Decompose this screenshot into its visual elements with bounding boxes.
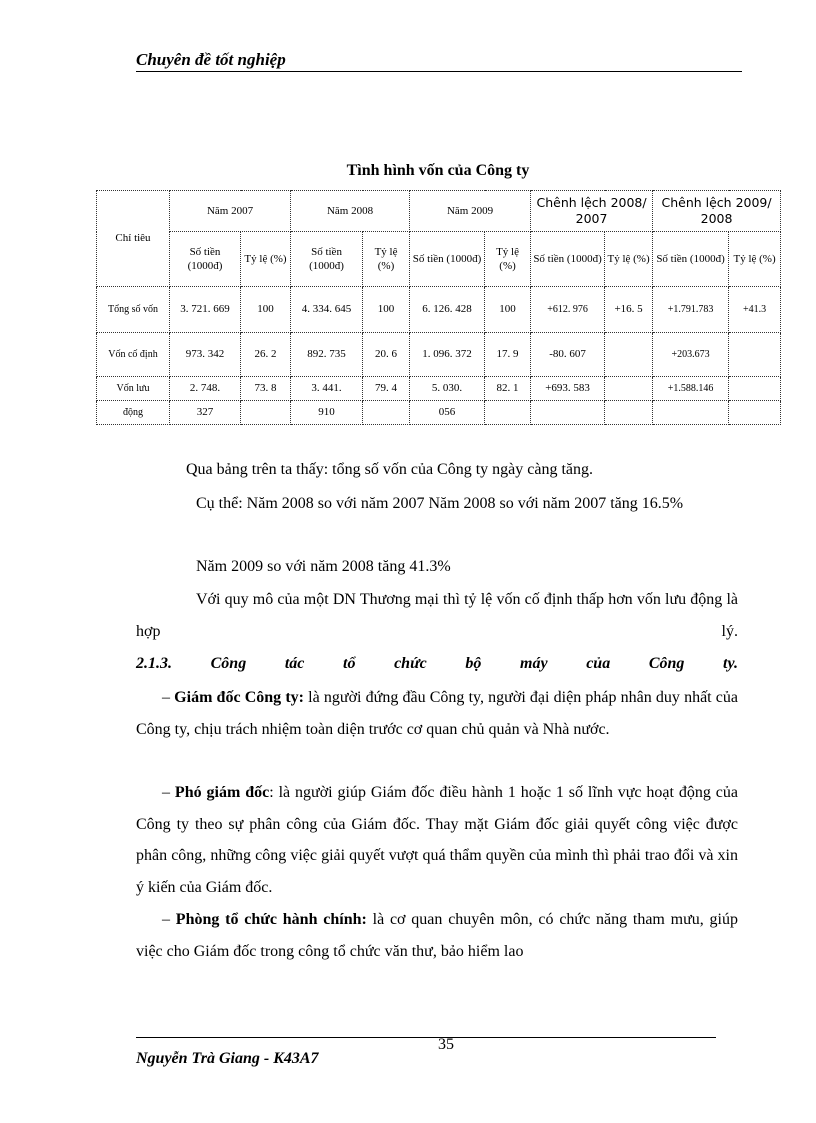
table-cell: 79. 4 <box>363 377 410 401</box>
table-cell: 100 <box>485 287 531 333</box>
subheader-ratio: Tỷ lệ (%) <box>605 232 653 287</box>
table-cell: 6. 126. 428 <box>410 287 485 333</box>
desc-deputy-director: : là người giúp Giám đốc điều hành 1 hoặc 1 số lĩnh vực hoạt động của Công ty theo sự phân công của Giám đốc. Thay mặt Giám đốc giải quyết công việc được phân công, những công việc giải quyết vượt quá thẩm quyền của mình thì phải trao đổi và xin ý kiến của Giám đốc. <box>136 784 739 896</box>
section-heading: 2.1.3. Công tác tổ chức bộ máy của Công ty. <box>136 655 738 672</box>
table-cell: 327 <box>170 401 241 425</box>
table-cell: +693. 583 <box>531 377 605 401</box>
table-cell: 100 <box>241 287 291 333</box>
table-cell <box>729 377 781 401</box>
table-cell: +16. 5 <box>605 287 653 333</box>
table-cell: 26. 2 <box>241 333 291 377</box>
table-cell: +1.791.783 <box>653 287 729 333</box>
table-cell: 82. 1 <box>485 377 531 401</box>
table-cell <box>653 401 729 425</box>
dash-bullet: – <box>162 784 175 801</box>
table-cell: 5. 030. <box>410 377 485 401</box>
header-year-2008: Năm 2008 <box>291 191 410 232</box>
table-cell: 20. 6 <box>363 333 410 377</box>
table-cell: 4. 334. 645 <box>291 287 363 333</box>
row-label: Tổng số vốn <box>97 287 170 333</box>
table-cell <box>605 333 653 377</box>
subheader-amount: Số tiền (1000đ) <box>291 232 363 287</box>
capital-table <box>96 190 781 425</box>
table-cell: 3. 721. 669 <box>170 287 241 333</box>
table-title: Tình hình vốn của Công ty <box>346 162 530 179</box>
subheader-ratio: Tỷ lệ (%) <box>363 232 410 287</box>
table-cell: +203.673 <box>653 333 729 377</box>
table-cell: 892. 735 <box>291 333 363 377</box>
table-cell: +1.588.146 <box>653 377 729 401</box>
subheader-ratio: Tỷ lệ (%) <box>485 232 531 287</box>
table-cell: 910 <box>291 401 363 425</box>
page-number: 35 <box>438 1036 454 1053</box>
desc-director: là người đứng đầu Công ty, người đại diện pháp nhân duy nhất của Công ty, chịu trách nhiệm toàn diện trước cơ quan chủ quản và Nhà nước. <box>136 689 738 738</box>
table-cell <box>605 401 653 425</box>
subheader-amount: Số tiền (1000đ) <box>531 232 605 287</box>
table-cell: -80. 607 <box>531 333 605 377</box>
dash-bullet: – <box>162 689 175 706</box>
table-row <box>97 401 781 425</box>
paragraph-summary: Qua bảng trên ta thấy: tổng số vốn của Công ty ngày càng tăng. <box>186 461 594 478</box>
list-item-deputy-director <box>136 777 738 903</box>
table-row <box>97 287 781 333</box>
table-header-row <box>97 191 781 232</box>
table-cell <box>729 333 781 377</box>
row-label: Vốn cố định <box>97 333 170 377</box>
table-row <box>97 333 781 377</box>
header-title: Chuyên đề tốt nghiệp <box>136 50 286 69</box>
paragraph-detail-2008: Cụ thể: Năm 2008 so với năm 2007 Năm 2008 so với năm 2007 tăng 16.5% <box>196 495 684 512</box>
header-label-col: Chỉ tiêu <box>97 191 170 287</box>
table-cell <box>729 401 781 425</box>
footer-author: Nguyễn Trà Giang - K43A7 <box>136 1050 319 1067</box>
row-label: động <box>97 401 170 425</box>
table-body <box>97 287 781 425</box>
subheader-amount: Số tiền (1000đ) <box>170 232 241 287</box>
term-director: Giám đốc Công ty: <box>174 689 305 706</box>
table-cell: 1. 096. 372 <box>410 333 485 377</box>
table-cell: 2. 748. <box>170 377 241 401</box>
row-label: Vốn lưu <box>97 377 170 401</box>
table-subheader-row <box>97 232 781 287</box>
table-cell: +41.3 <box>729 287 781 333</box>
table-cell <box>241 401 291 425</box>
table-cell <box>485 401 531 425</box>
subheader-ratio: Tỷ lệ (%) <box>241 232 291 287</box>
table-cell <box>531 401 605 425</box>
table-cell: 973. 342 <box>170 333 241 377</box>
document-header <box>136 50 742 72</box>
table-cell: 73. 8 <box>241 377 291 401</box>
header-year-2007: Năm 2007 <box>170 191 291 232</box>
subheader-amount: Số tiền (1000đ) <box>410 232 485 287</box>
header-year-2009: Năm 2009 <box>410 191 531 232</box>
header-diff-2009-2008: Chênh lệch 2009/ 2008 <box>653 191 781 232</box>
dash-bullet: – <box>162 911 176 928</box>
list-item-admin-department <box>136 904 738 967</box>
footer-divider <box>136 1037 716 1038</box>
table-cell: 100 <box>363 287 410 333</box>
desc-admin-department: là cơ quan chuyên môn, có chức năng tham mưu, giúp việc cho Giám đốc trong công tổ chức văn thư, bảo hiểm lao <box>136 911 738 960</box>
table-cell: 056 <box>410 401 485 425</box>
table-cell: 3. 441. <box>291 377 363 401</box>
subheader-ratio: Tỷ lệ (%) <box>729 232 781 287</box>
table-cell: 17. 9 <box>485 333 531 377</box>
list-item-director <box>136 682 738 745</box>
table-cell: +612. 976 <box>531 287 605 333</box>
subheader-amount: Số tiền (1000đ) <box>653 232 729 287</box>
paragraph-conclusion: Với quy mô của một DN Thương mại thì tỷ lệ vốn cố định thấp hơn vốn lưu động là hợp lý. <box>136 591 738 640</box>
table-cell <box>363 401 410 425</box>
table-cell <box>605 377 653 401</box>
term-admin-department: Phòng tổ chức hành chính: <box>175 911 367 928</box>
table-row <box>97 377 781 401</box>
header-diff-2008-2007: Chênh lệch 2008/ 2007 <box>531 191 653 232</box>
term-deputy-director: Phó giám đốc <box>174 784 270 801</box>
paragraph-detail-2009: Năm 2009 so với năm 2008 tăng 41.3% <box>196 558 451 575</box>
